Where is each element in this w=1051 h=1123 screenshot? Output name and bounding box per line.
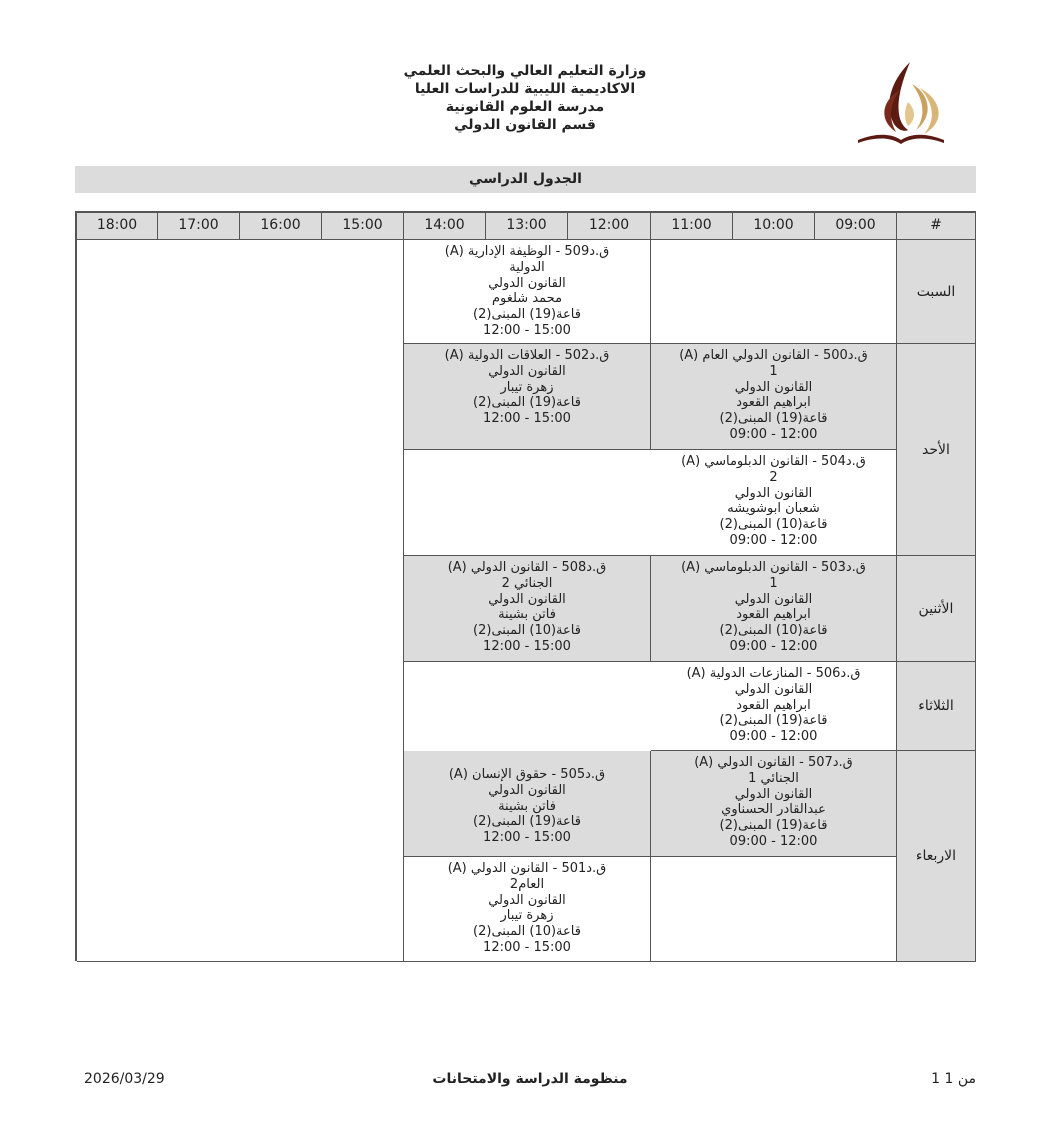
course-cell: (A) ق.د509 - الوظيفة الإدارية الدولية القانون الدولي محمد شلغوم قاعة(19) المبنى(2) 12:00 - 15:00	[404, 240, 651, 344]
course-cell: (A) ق.د502 - العلاقات الدولية القانون الدولي زهرة تيبار قاعة(19) المبنى(2) 12:00 - 15:00	[404, 344, 651, 450]
system-name: منظومة الدراسة والامتحانات	[432, 1071, 628, 1087]
course-cell: (A) ق.د503 - القانون الدبلوماسي 1 القانون الدولي ابراهيم القعود قاعة(10) المبنى(2) 09:00 - 12:00	[651, 556, 897, 662]
time-header: 15:00	[322, 213, 404, 240]
schedule-table	[75, 211, 976, 961]
hash-header: #	[897, 213, 976, 240]
empty-slot	[651, 240, 897, 344]
day-sunday: الأحد	[897, 344, 976, 556]
time-header: 09:00	[815, 213, 897, 240]
department-name: قسم القانون الدولي	[454, 117, 596, 133]
institution-header	[300, 62, 750, 134]
ministry-name: وزارة التعليم العالي والبحث العلمي	[403, 63, 647, 79]
time-header: 16:00	[240, 213, 322, 240]
day-monday: الأثنين	[897, 556, 976, 662]
academy-logo	[852, 60, 950, 146]
course-cell: (A) ق.د504 - القانون الدبلوماسي 2 القانون الدولي شعبان ابوشويشه قاعة(10) المبنى(2) 09:00 - 12:00	[651, 450, 897, 556]
print-date: 2026/03/29	[84, 1071, 165, 1087]
page-number: 1 من 1	[931, 1071, 976, 1087]
time-header: 10:00	[733, 213, 815, 240]
time-header: 12:00	[568, 213, 651, 240]
time-header: 11:00	[651, 213, 733, 240]
empty-afternoon-area	[77, 240, 404, 962]
school-name: مدرسة العلوم القانونية	[445, 99, 605, 115]
time-header: 14:00	[404, 213, 486, 240]
academy-name: الاكاديمية الليبية للدراسات العليا	[414, 81, 636, 97]
time-header: 18:00	[77, 213, 158, 240]
course-cell: (A) ق.د506 - المنازعات الدولية القانون الدولي ابراهيم القعود قاعة(19) المبنى(2) 09:00 - 12:00	[651, 662, 897, 751]
day-saturday: السبت	[897, 240, 976, 344]
course-cell: (A) ق.د505 - حقوق الإنسان القانون الدولي فاتن بشينة قاعة(19) المبنى(2) 12:00 - 15:00	[404, 751, 651, 857]
time-header: 17:00	[158, 213, 240, 240]
empty-slot	[651, 857, 897, 962]
schedule-title: الجدول الدراسي	[75, 166, 976, 193]
course-cell: (A) ق.د508 - القانون الدولي الجنائي 2 القانون الدولي فاتن بشينة قاعة(10) المبنى(2) 12:00 - 15:00	[404, 556, 651, 662]
course-cell: (A) ق.د500 - القانون الدولي العام 1 القانون الدولي ابراهيم القعود قاعة(19) المبنى(2) 09:00 - 12:00	[651, 344, 897, 450]
day-wednesday: الاربعاء	[897, 751, 976, 962]
empty-slot	[404, 450, 651, 556]
course-cell: (A) ق.د501 - القانون الدولي العام2 القانون الدولي زهرة تيبار قاعة(10) المبنى(2) 12:00 - 15:00	[404, 857, 651, 962]
time-header: 13:00	[486, 213, 568, 240]
course-cell: (A) ق.د507 - القانون الدولي الجنائي 1 القانون الدولي عبدالقادر الحسناوي قاعة(19) المبنى(2) 09:00 - 12:00	[651, 751, 897, 857]
day-tuesday: الثلاثاء	[897, 662, 976, 751]
